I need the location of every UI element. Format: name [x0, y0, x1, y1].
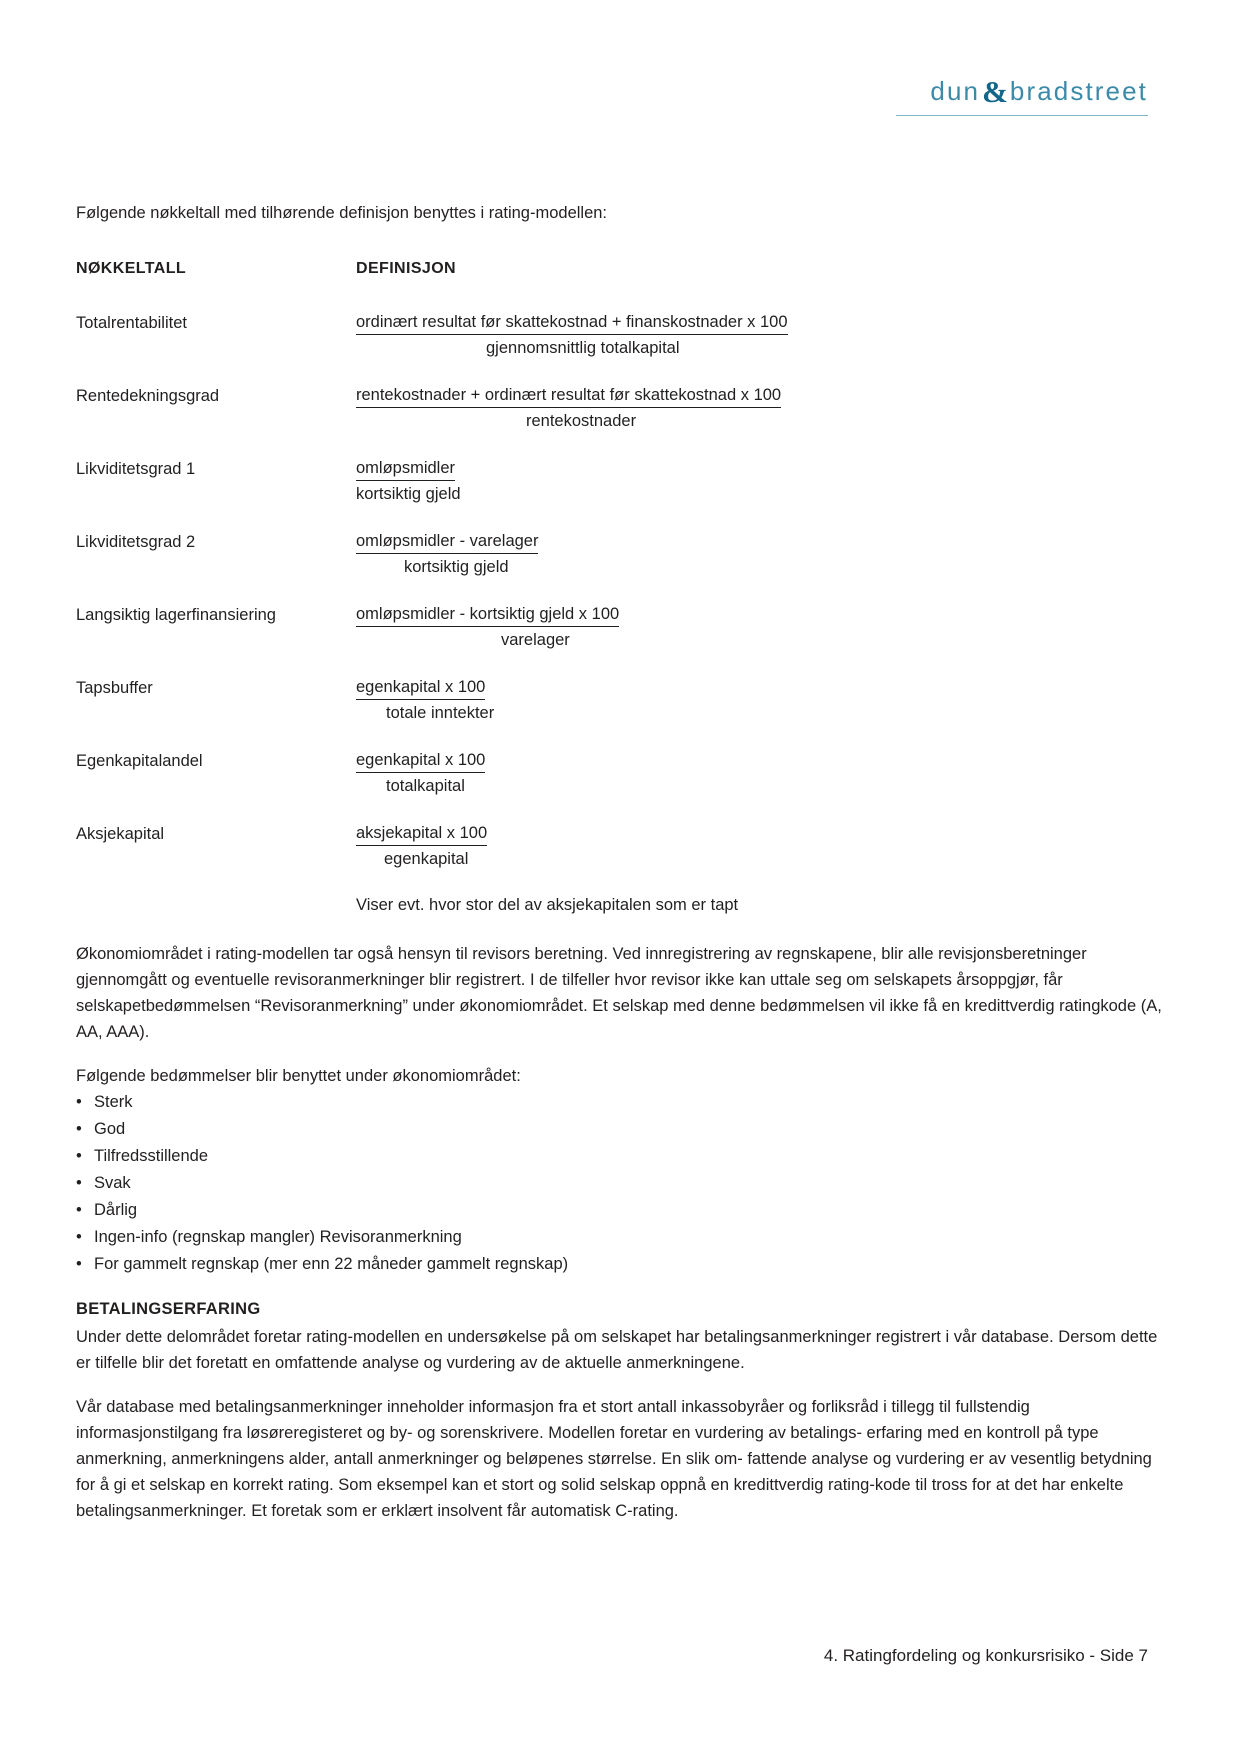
key-figures-table [76, 260, 1166, 915]
key-figure-definition [356, 677, 1166, 750]
fraction-denominator: egenkapital [384, 850, 469, 868]
fraction-denominator: kortsiktig gjeld [404, 558, 509, 576]
list-item: • Sterk [76, 1089, 1166, 1116]
list-item: • For gammelt regnskap (mer enn 22 måneder gammelt regnskap) [76, 1251, 1166, 1278]
dun-bradstreet-logo [930, 70, 1148, 110]
key-figure-name: Aksjekapital [76, 825, 165, 843]
key-figure-definition [356, 312, 1166, 385]
assessments-intro: Følgende bedømmelser blir benyttet under økonomiområdet: [76, 1067, 521, 1085]
logo-text [930, 72, 1148, 108]
table-note: Viser evt. hvor stor del av aksjekapitalen som er tapt [356, 896, 739, 914]
list-item: • God [76, 1116, 1166, 1143]
fraction-numerator: omløpsmidler - kortsiktig gjeld x 100 [356, 604, 619, 627]
key-figure-name: Likviditetsgrad 2 [76, 533, 196, 551]
key-figure-name: Egenkapitalandel [76, 752, 203, 770]
ampersand-icon: & [982, 74, 1008, 109]
column-header-definisjon: DEFINISJON [356, 260, 457, 277]
economy-paragraph: Økonomiområdet i rating-modellen tar også hensyn til revisors beretning. Ved innregistrering av regnskapene, blir alle revisjonsberetninger gjennomgått og eventuelle revisoranmerkninger blir registrert. I de tilfeller hvor revisor ikke kan uttale seg om selskapets årsoppgjør, får selskapetbedømmelsen “Revisoranmerkning” under økonomiområdet. Et selskap med denne bedømmelsen vil ikke få en kredittverdig ratingkode (A, AA, AAA). [76, 945, 1162, 1041]
logo-underline [896, 115, 1148, 116]
table-note-spacer [76, 896, 356, 915]
key-figure-name: Langsiktig lagerfinansiering [76, 606, 276, 624]
fraction-numerator: rentekostnader + ordinært resultat før skattekostnad x 100 [356, 385, 781, 408]
fraction-denominator: gjennomsnittlig totalkapital [486, 339, 680, 357]
fraction-denominator: kortsiktig gjeld [356, 485, 461, 503]
fraction-denominator: rentekostnader [526, 412, 637, 430]
spacer [76, 923, 1166, 941]
key-figure-definition [356, 750, 1166, 823]
intro-paragraph: Følgende nøkkeltall med tilhørende definisjon benyttes i rating-modellen: [76, 204, 608, 222]
assessments-list [76, 1089, 1166, 1278]
list-item: • Dårlig [76, 1197, 1166, 1224]
page-footer: 4. Ratingfordeling og konkursrisiko - Side 7 [823, 1646, 1148, 1665]
section-heading-betalingserfaring: BETALINGSERFARING [76, 1300, 261, 1318]
key-figure-name: Tapsbuffer [76, 679, 153, 697]
fraction-numerator: egenkapital x 100 [356, 750, 485, 773]
document-content [76, 200, 1166, 1542]
fraction-numerator: omløpsmidler - varelager [356, 531, 538, 554]
fraction-denominator: totale inntekter [386, 704, 495, 722]
key-figure-name: Totalrentabilitet [76, 314, 187, 332]
key-figure-name: Likviditetsgrad 1 [76, 460, 196, 478]
table-row [76, 677, 1166, 750]
fraction-denominator: totalkapital [386, 777, 465, 795]
fraction-numerator: ordinært resultat før skattekostnad + finanskostnader x 100 [356, 312, 788, 335]
table-header-row [76, 260, 1166, 312]
payment-paragraph-2: Vår database med betalingsanmerkninger inneholder informasjon fra et stort antall inkassobyråer og forliksråd i tillegg til fullstendig informasjonstilgang fra løsøreregisteret og by- og sorenskrivere. Modellen foretar en vurdering av betalings- erfaring med en kontroll på type anmerkning, anmerkningens alder, antall anmerkninger og beløpenes størrelse. En slik om- fattende analyse og vurdering er av vesentlig betydning for å gi et selskap en korrekt rating. Som eksempel kan et stort og solid selskap oppnå en kredittverdig rating-kode til tross for at det har enkelte betalingsanmerkninger. Et foretak som er erklært insolvent får automatisk C-rating. [76, 1398, 1152, 1520]
fraction-numerator: egenkapital x 100 [356, 677, 485, 700]
list-item: • Svak [76, 1170, 1166, 1197]
table-row [76, 604, 1166, 677]
logo-word-dun: dun [930, 76, 981, 106]
table-row [76, 458, 1166, 531]
key-figure-definition [356, 458, 1166, 531]
key-figure-definition [356, 531, 1166, 604]
table-row [76, 385, 1166, 458]
key-figure-name: Rentedekningsgrad [76, 387, 220, 405]
table-row [76, 823, 1166, 896]
fraction-numerator: omløpsmidler [356, 458, 455, 481]
logo-word-bradstreet: bradstreet [1009, 76, 1148, 106]
list-item: • Tilfredsstillende [76, 1143, 1166, 1170]
fraction-denominator: varelager [501, 631, 570, 649]
table-row [76, 750, 1166, 823]
key-figure-definition [356, 385, 1166, 458]
table-row [76, 531, 1166, 604]
key-figure-definition [356, 823, 1166, 896]
table-note-row [76, 896, 1166, 915]
fraction-numerator: aksjekapital x 100 [356, 823, 487, 846]
payment-paragraph-1: Under dette delområdet foretar rating-modellen en undersøkelse på om selskapet har betalingsanmerkninger registrert i vår database. Dersom dette er tilfelle blir det foretatt en omfattende analyse og vurdering av de aktuelle anmerkningene. [76, 1328, 1158, 1372]
key-figure-definition [356, 604, 1166, 677]
list-item: • Ingen-info (regnskap mangler) Revisoranmerkning [76, 1224, 1166, 1251]
table-row [76, 312, 1166, 385]
column-header-nokkeltall: NØKKELTALL [76, 260, 187, 277]
